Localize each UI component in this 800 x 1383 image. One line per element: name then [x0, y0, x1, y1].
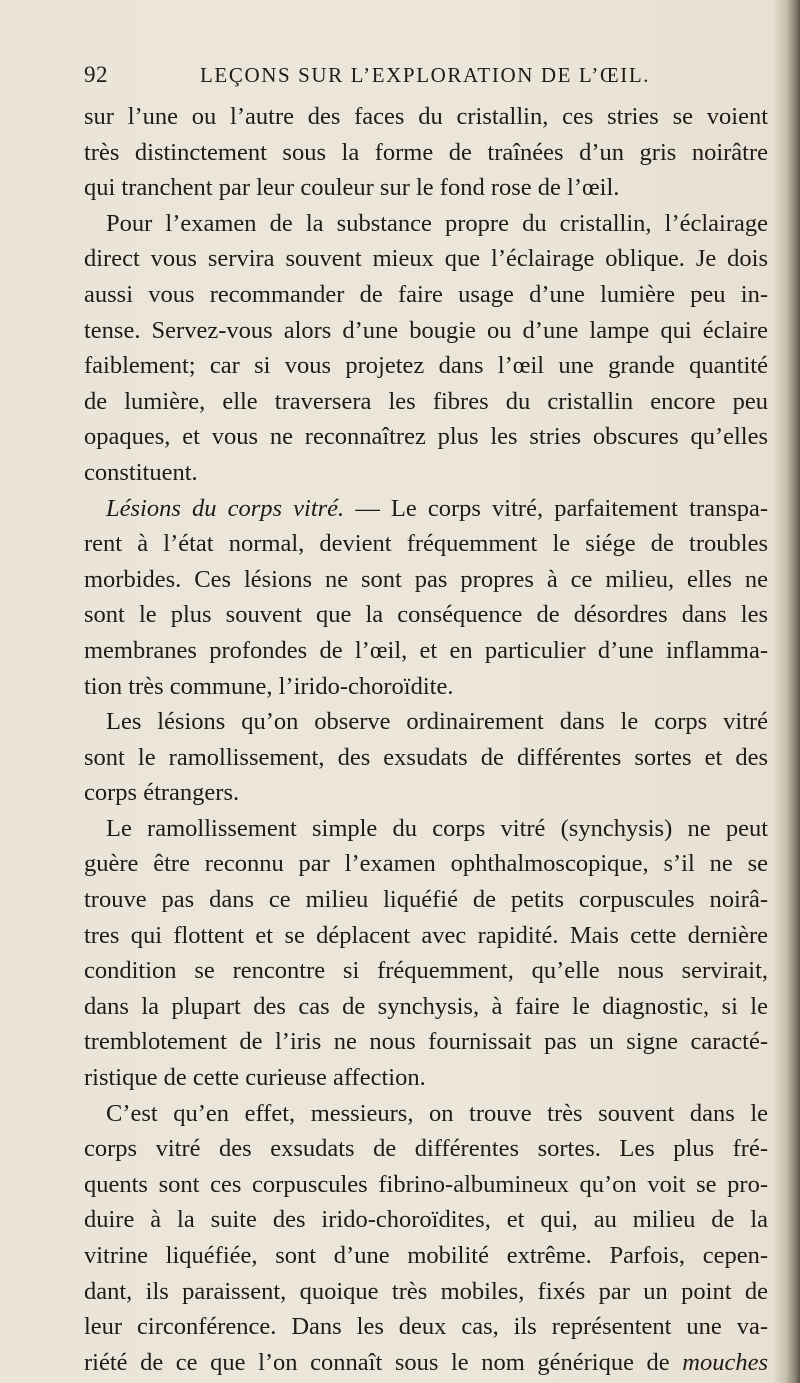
text-line: opaques, et vous ne reconnaîtrez plus les stries obscures qu’elles: [84, 423, 768, 451]
text-line: rent à l’état normal, devient fréquemment le siége de troubles: [84, 530, 768, 558]
text-line: leur circonférence. Dans les deux cas, ils représentent une va-: [84, 1313, 768, 1341]
text-line: Le ramollissement simple du corps vitré (synchysis) ne peut: [106, 814, 768, 842]
section-line: [84, 491, 768, 527]
text-line: C’est qu’en effet, messieurs, on trouve très souvent dans le: [106, 1099, 768, 1127]
text-line: duire à la suite des irido-choroïdites, et qui, au milieu de la: [84, 1206, 768, 1234]
text-line: corps étrangers.: [84, 779, 240, 807]
text-line: corps vitré des exsudats de différentes sortes. Les plus fré-: [84, 1135, 768, 1163]
running-title: LEÇONS SUR L’EXPLORATION DE L’ŒIL.: [200, 63, 651, 87]
text-line: faiblement; car si vous projetez dans l’œil une grande quantité: [84, 352, 768, 380]
text-line: tion très commune, l’irido-choroïdite.: [84, 672, 454, 700]
text-line: très distinctement sous la forme de traînées d’un gris noirâtre: [84, 138, 768, 166]
text-line: de lumière, elle traversera les fibres du cristallin encore peu: [84, 387, 768, 415]
text-line: morbides. Ces lésions ne sont pas propres à ce milieu, elles ne: [84, 565, 768, 593]
text-line: tres qui flottent et se déplacent avec rapidité. Mais cette dernière: [84, 921, 768, 949]
section-heading: Lésions du corps vitré.: [106, 494, 345, 522]
body-text: [84, 99, 768, 1380]
text-line: condition se rencontre si fréquemment, qu’elle nous servirait,: [84, 957, 768, 985]
text-line: sont le plus souvent que la conséquence de désordres dans les: [84, 601, 768, 629]
text-line: trouve pas dans ce milieu liquéfié de petits corpuscules noirâ-: [84, 886, 768, 914]
final-line: [84, 1345, 768, 1381]
text-line: dant, ils paraissent, quoique très mobiles, fixés par un point de: [84, 1277, 768, 1305]
text-line: Les lésions qu’on observe ordinairement dans le corps vitré: [106, 708, 768, 736]
page-number: 92: [84, 62, 108, 87]
text-line: constituent.: [84, 458, 198, 486]
text-line-fragment: riété de ce que l’on connaît sous le nom générique de: [84, 1348, 670, 1376]
text-line: Pour l’examen de la substance propre du cristallin, l’éclairage: [106, 209, 768, 237]
text-line: guère être reconnu par l’examen ophthalmoscopique, s’il ne se: [84, 850, 768, 878]
page-edge-shadow: [774, 0, 800, 1383]
text-line: quents sont ces corpuscules fibrino-albumineux qu’on voit se pro-: [84, 1170, 768, 1198]
page-header: [84, 62, 764, 92]
text-line: qui tranchent par leur couleur sur le fond rose de l’œil.: [84, 174, 620, 202]
text-line: direct vous servira souvent mieux que l’éclairage oblique. Je dois: [84, 245, 768, 273]
text-line: sur l’une ou l’autre des faces du cristallin, ces stries se voient: [84, 103, 768, 130]
text-line-fragment: — Le corps vitré, parfaitement transpa-: [355, 494, 769, 522]
text-line: membranes profondes de l’œil, et en particulier d’une inflamma-: [84, 636, 768, 664]
text-line: aussi vous recommander de faire usage d’une lumière peu in-: [84, 280, 768, 308]
text-line: tremblotement de l’iris ne nous fournissait pas un signe caracté-: [84, 1028, 768, 1056]
text-line: tense. Servez-vous alors d’une bougie ou d’une lampe qui éclaire: [84, 316, 768, 344]
text-line: dans la plupart des cas de synchysis, à faire le diagnostic, si le: [84, 992, 768, 1020]
text-line: vitrine liquéfiée, sont d’une mobilité extrême. Parfois, cepen-: [84, 1242, 768, 1269]
text-line: sont le ramollissement, des exsudats de différentes sortes et des: [84, 743, 768, 771]
text-line: ristique de cette curieuse affection.: [84, 1064, 426, 1092]
italic-term: mouches: [682, 1348, 769, 1376]
